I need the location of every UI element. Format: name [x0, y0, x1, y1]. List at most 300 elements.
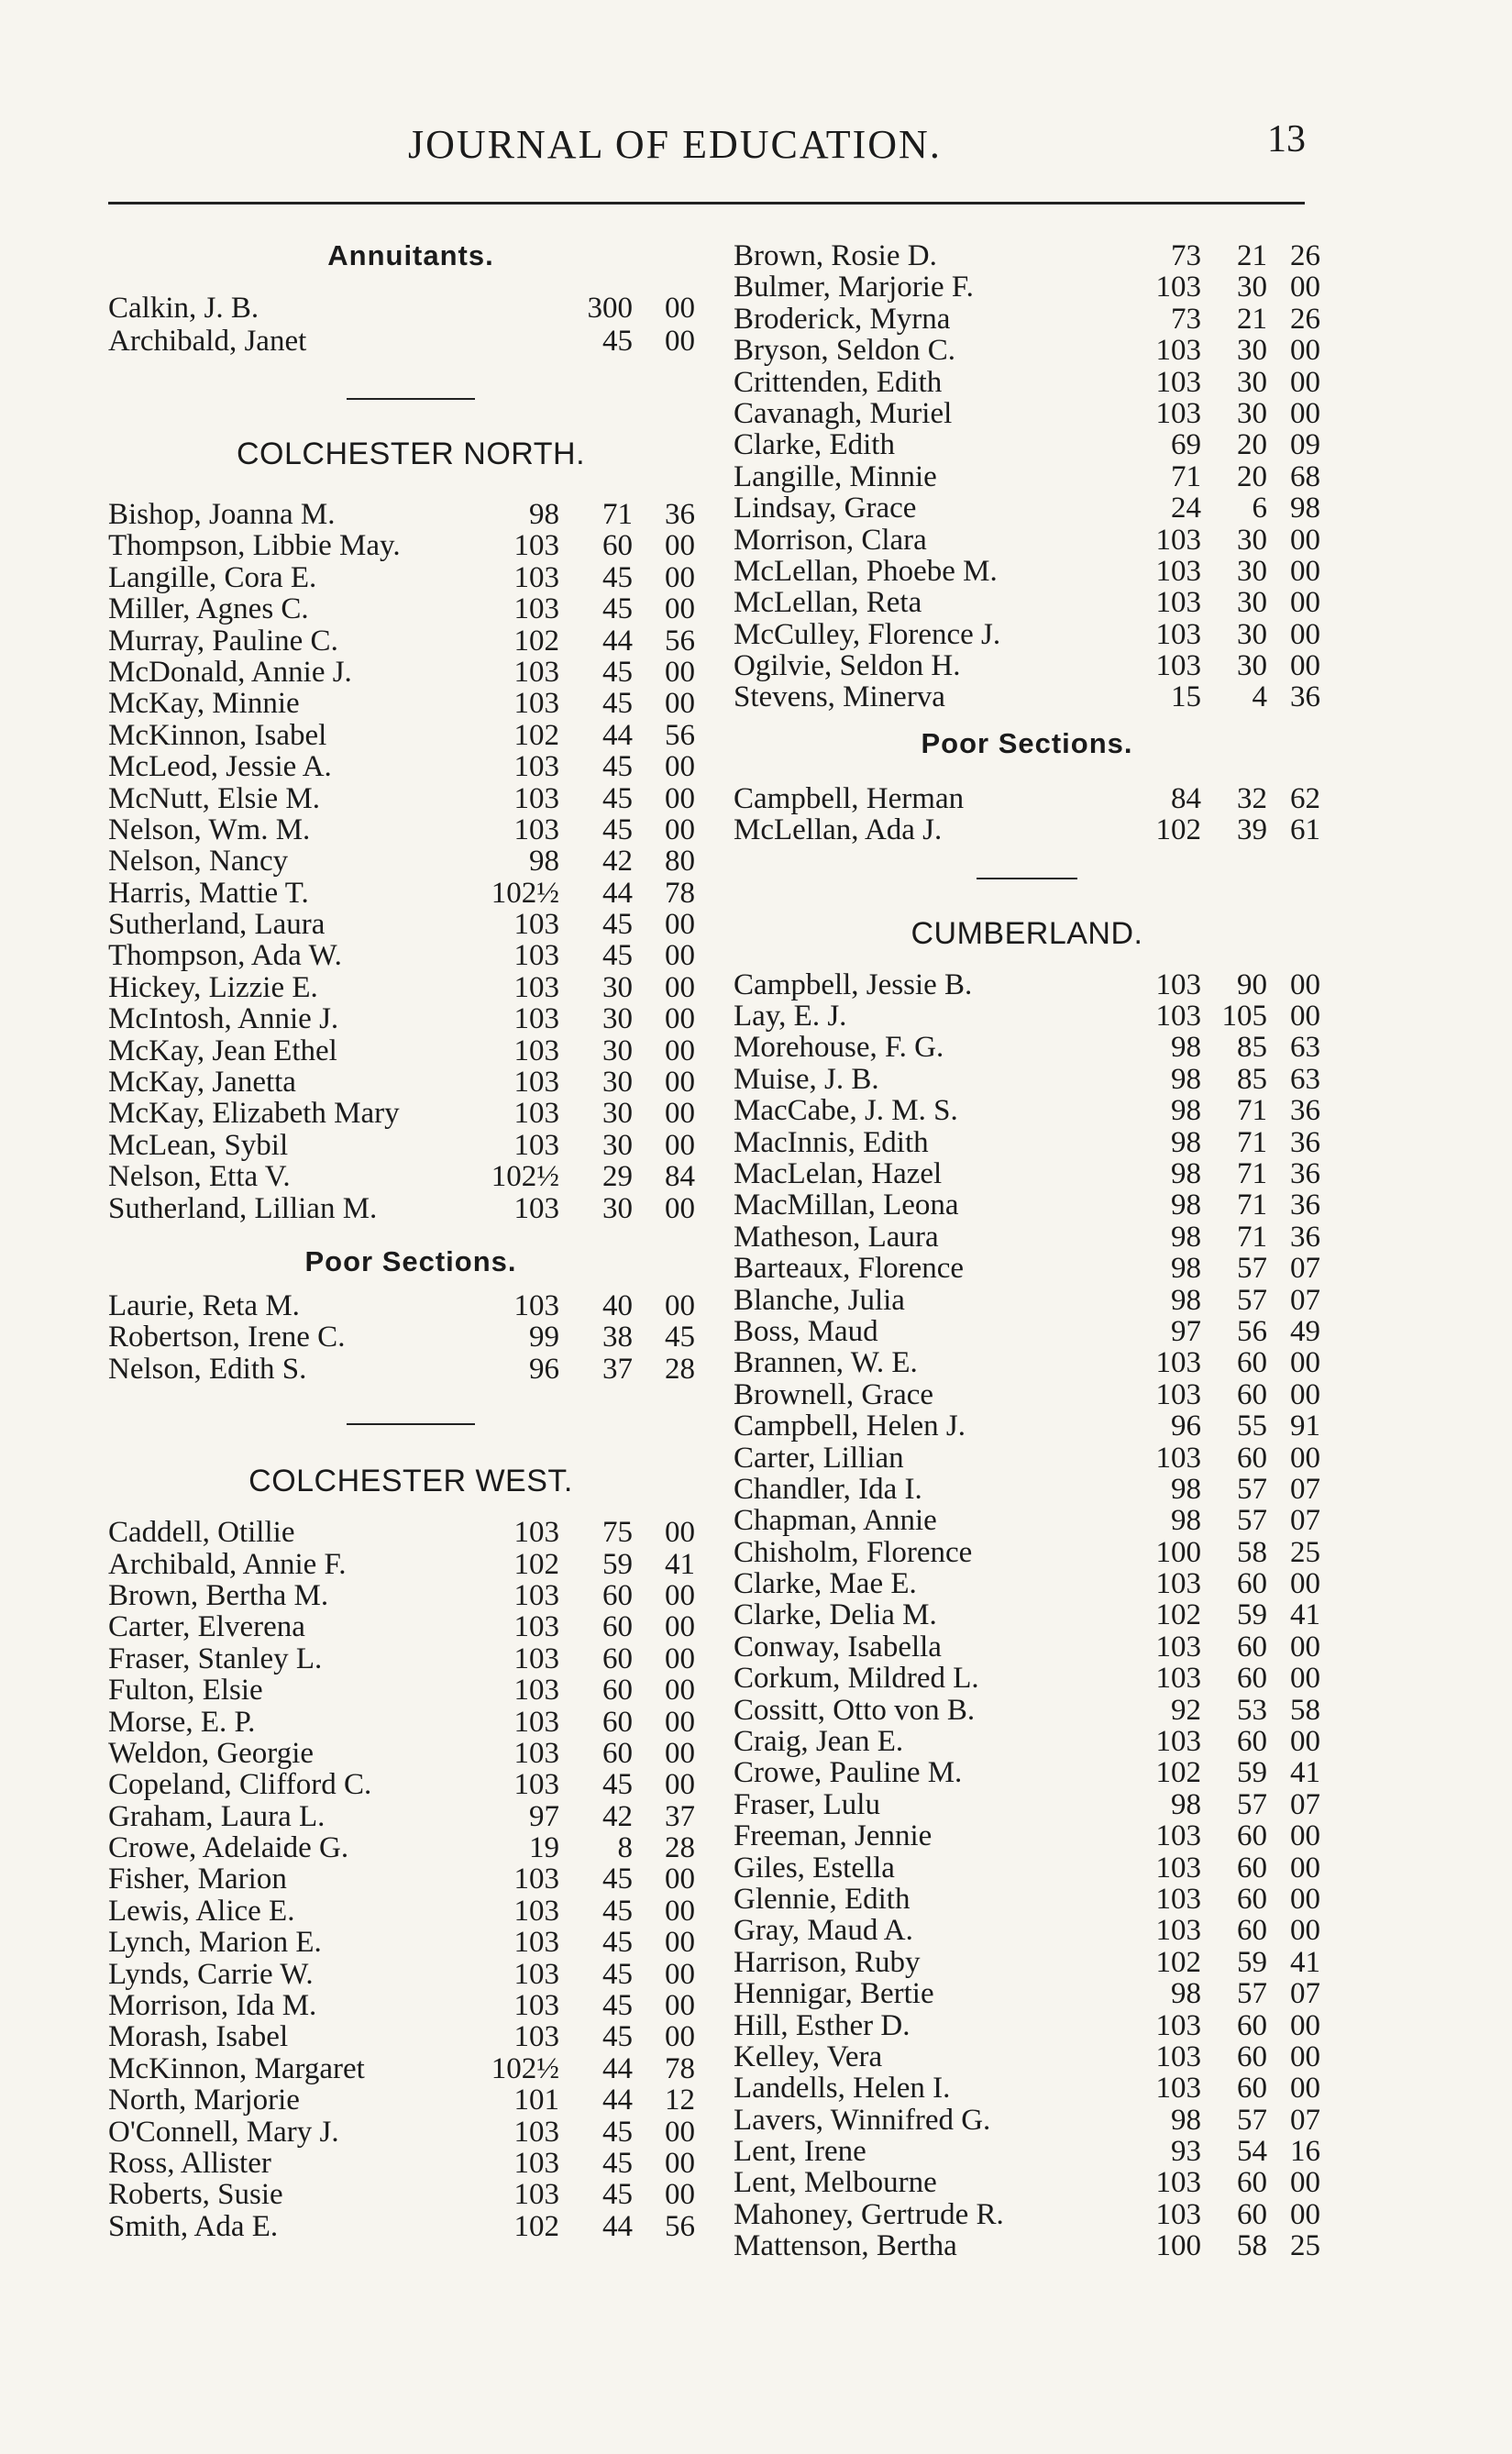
- grant-dollars: 60: [1237, 2197, 1267, 2231]
- poor-sections-heading: Poor Sections.: [921, 726, 1133, 759]
- teacher-name: Chandler, Ida I.: [734, 1472, 922, 1506]
- table-row: [734, 1631, 1320, 1663]
- days-taught: 98: [1171, 1787, 1201, 1821]
- teacher-name: Brown, Rosie D.: [734, 239, 937, 272]
- teacher-name: Lynch, Marion E.: [108, 1926, 322, 1960]
- days-taught: 103: [513, 2020, 559, 2054]
- amount-cents: 00: [665, 292, 695, 325]
- table-row: [108, 1863, 713, 1895]
- grant-dollars: 32: [1237, 781, 1267, 815]
- table-row: [108, 878, 713, 909]
- grant-cents: 07: [1290, 1787, 1320, 1821]
- left-column: [108, 240, 713, 2242]
- table-row: [734, 783, 1320, 814]
- table-row: [108, 1990, 713, 2021]
- grant-dollars: 45: [602, 2115, 633, 2149]
- table-row: [734, 2010, 1320, 2041]
- grant-dollars: 44: [602, 624, 633, 658]
- teacher-name: Carter, Elverena: [108, 1610, 305, 1644]
- grant-dollars: 30: [1237, 586, 1267, 620]
- days-taught: 103: [1155, 365, 1201, 399]
- days-taught: 103: [1155, 1630, 1201, 1664]
- grant-cents: 00: [1290, 2008, 1320, 2042]
- grant-dollars: 45: [602, 687, 633, 721]
- teacher-name: Crowe, Adelaide G.: [108, 1831, 349, 1865]
- grant-cents: 36: [1290, 1125, 1320, 1159]
- days-taught: 97: [529, 1799, 559, 1833]
- grant-dollars: 60: [602, 1610, 633, 1644]
- colchester-west-list: [108, 1517, 713, 2242]
- days-taught: 98: [1171, 1504, 1201, 1538]
- teacher-name: Conway, Isabella: [734, 1630, 942, 1664]
- table-row: [108, 688, 713, 719]
- teacher-name: Cavanagh, Muriel: [734, 396, 953, 430]
- teacher-name: Crowe, Pauline M.: [734, 1756, 963, 1790]
- grant-cents: 00: [1290, 271, 1320, 304]
- table-row: [108, 1517, 713, 1548]
- page-number: 13: [1267, 118, 1306, 160]
- grant-dollars: 45: [602, 2178, 633, 2212]
- table-row: [108, 846, 713, 877]
- teacher-name: Lewis, Alice E.: [108, 1894, 295, 1928]
- grant-cents: 00: [1290, 1662, 1320, 1696]
- days-taught: 98: [1171, 1062, 1201, 1096]
- grant-cents: 00: [1290, 967, 1320, 1001]
- days-taught: 103: [1155, 649, 1201, 683]
- grant-dollars: 60: [1237, 1567, 1267, 1601]
- days-taught: 103: [1155, 1914, 1201, 1948]
- table-row: [734, 1095, 1320, 1126]
- days-taught: 103: [513, 1705, 559, 1739]
- grant-dollars: 30: [1237, 365, 1267, 399]
- table-row: [734, 240, 1320, 271]
- grant-dollars: 20: [1237, 428, 1267, 462]
- grant-cents: 00: [665, 939, 695, 973]
- teacher-name: Fisher, Marion: [108, 1863, 287, 1896]
- teacher-name: McLellan, Ada J.: [734, 813, 943, 847]
- days-taught: 103: [1155, 586, 1201, 620]
- teacher-name: Robertson, Irene C.: [108, 1321, 346, 1354]
- teacher-name: MacLelan, Hazel: [734, 1156, 943, 1190]
- grant-cents: 62: [1290, 781, 1320, 815]
- table-row: [734, 2167, 1320, 2198]
- days-taught: 103: [513, 1034, 559, 1067]
- teacher-name: McKinnon, Margaret: [108, 2051, 365, 2085]
- days-taught: 98: [1171, 1977, 1201, 2011]
- days-taught: 102: [513, 2209, 559, 2243]
- teacher-name: Roberts, Susie: [108, 2178, 283, 2212]
- journal-title: JOURNAL OF EDUCATION.: [408, 122, 942, 167]
- days-taught: 103: [1155, 1567, 1201, 1601]
- table-row: [734, 1127, 1320, 1158]
- cumberland-list: [734, 969, 1320, 2262]
- table-row: [108, 1959, 713, 1990]
- grant-dollars: 54: [1237, 2135, 1267, 2169]
- grant-cents: 00: [665, 1097, 695, 1131]
- teacher-name: McKay, Minnie: [108, 687, 300, 721]
- teacher-name: Thompson, Libbie May.: [108, 529, 401, 563]
- grant-cents: 56: [665, 624, 695, 658]
- table-row: [108, 1832, 713, 1863]
- teacher-name: Campbell, Helen J.: [734, 1409, 966, 1443]
- days-taught: 103: [513, 2178, 559, 2212]
- days-taught: 103: [513, 1642, 559, 1675]
- days-taught: 103: [513, 812, 559, 846]
- annuitants-heading: Annuitants.: [327, 239, 494, 271]
- grant-dollars: 4: [1252, 680, 1267, 714]
- table-row: [734, 2199, 1320, 2230]
- grant-cents: 00: [665, 1926, 695, 1960]
- grant-dollars: 45: [602, 908, 633, 942]
- grant-cents: 00: [1290, 334, 1320, 368]
- grant-cents: 36: [1290, 1220, 1320, 1254]
- table-row: [734, 304, 1320, 335]
- grant-cents: 00: [665, 1610, 695, 1644]
- table-row: [734, 1978, 1320, 2009]
- grant-dollars: 30: [602, 1097, 633, 1131]
- teacher-name: Morrison, Clara: [734, 523, 927, 557]
- teacher-name: MacInnis, Edith: [734, 1125, 929, 1159]
- grant-cents: 00: [1290, 396, 1320, 430]
- grant-cents: 16: [1290, 2135, 1320, 2169]
- days-taught: 98: [1171, 1283, 1201, 1317]
- grant-dollars: 105: [1221, 1000, 1267, 1034]
- days-taught: 98: [1171, 1472, 1201, 1506]
- teacher-name: McKay, Jean Ethel: [108, 1034, 337, 1067]
- teacher-name: Harris, Mattie T.: [108, 876, 309, 910]
- days-taught: 101: [513, 2084, 559, 2117]
- days-taught: 100: [1155, 2229, 1201, 2263]
- grant-dollars: 44: [602, 2051, 633, 2085]
- table-row: [734, 271, 1320, 303]
- days-taught: 100: [1155, 1535, 1201, 1569]
- days-taught: 103: [513, 1736, 559, 1770]
- table-row: [108, 2179, 713, 2210]
- days-taught: 103: [1155, 1882, 1201, 1916]
- days-taught: 102½: [491, 2051, 559, 2085]
- table-row: [734, 1064, 1320, 1095]
- teacher-name: Murray, Pauline C.: [108, 624, 338, 658]
- days-taught: 98: [1171, 1156, 1201, 1190]
- grant-dollars: 60: [1237, 1851, 1267, 1885]
- grant-dollars: 45: [602, 2020, 633, 2054]
- grant-cents: 00: [1290, 1914, 1320, 1948]
- days-taught: 103: [1155, 396, 1201, 430]
- teacher-name: Hill, Esther D.: [734, 2008, 911, 2042]
- teacher-name: Miller, Agnes C.: [108, 592, 309, 626]
- days-taught: 103: [513, 560, 559, 594]
- table-row: [108, 562, 713, 593]
- days-taught: 103: [513, 1066, 559, 1100]
- table-row: [734, 1253, 1320, 1284]
- grant-cents: 00: [665, 1642, 695, 1675]
- grant-dollars: 85: [1237, 1062, 1267, 1096]
- grant-dollars: 57: [1237, 1252, 1267, 1286]
- grant-dollars: 44: [602, 2209, 633, 2243]
- grant-cents: 00: [1290, 1882, 1320, 1916]
- grant-cents: 58: [1290, 1693, 1320, 1727]
- days-taught: 102: [513, 718, 559, 752]
- days-taught: 84: [1171, 781, 1201, 815]
- teacher-name: Clarke, Edith: [734, 428, 895, 462]
- teacher-name: Lay, E. J.: [734, 1000, 847, 1034]
- teacher-name: Gray, Maud A.: [734, 1914, 913, 1948]
- colchester-west-continued-list: [734, 240, 1320, 713]
- grant-cents: 07: [1290, 2103, 1320, 2137]
- teacher-name: Campbell, Jessie B.: [734, 967, 973, 1001]
- grant-cents: 00: [665, 970, 695, 1004]
- teacher-name: Stevens, Minerva: [734, 680, 945, 714]
- grant-dollars: 71: [602, 498, 633, 531]
- teacher-name: Kelley, Vera: [734, 2039, 883, 2073]
- grant-cents: 00: [665, 1191, 695, 1225]
- days-taught: 103: [513, 750, 559, 784]
- grant-cents: 00: [665, 2115, 695, 2149]
- teacher-name: Barteaux, Florence: [734, 1252, 965, 1286]
- table-row: [108, 1003, 713, 1034]
- grant-dollars: 58: [1237, 1535, 1267, 1569]
- grant-cents: 61: [1290, 813, 1320, 847]
- days-taught: 103: [513, 1578, 559, 1612]
- table-row: [734, 1789, 1320, 1820]
- grant-cents: 00: [1290, 523, 1320, 557]
- days-taught: 102: [1155, 1756, 1201, 1790]
- days-taught: 103: [513, 1516, 559, 1550]
- grant-cents: 00: [665, 1578, 695, 1612]
- grant-dollars: 30: [1237, 617, 1267, 651]
- table-row: [108, 2148, 713, 2179]
- days-taught: 103: [1155, 1346, 1201, 1380]
- table-row: [734, 525, 1320, 556]
- table-row: [108, 783, 713, 814]
- grant-cents: 80: [665, 845, 695, 879]
- teacher-name: Nelson, Edith S.: [108, 1352, 307, 1386]
- table-row: [108, 720, 713, 751]
- table-row: [734, 1379, 1320, 1410]
- table-row: [108, 1098, 713, 1129]
- grant-cents: 07: [1290, 1977, 1320, 2011]
- days-taught: 103: [513, 1894, 559, 1928]
- table-row: [108, 751, 713, 782]
- table-row: [734, 650, 1320, 681]
- teacher-name: Matheson, Laura: [734, 1220, 939, 1254]
- teacher-name: Ross, Allister: [108, 2146, 271, 2180]
- grant-dollars: 30: [602, 1066, 633, 1100]
- table-row: [734, 1316, 1320, 1347]
- amount-dollars: 300: [587, 292, 633, 325]
- grant-cents: 00: [1290, 1851, 1320, 1885]
- teacher-name: Glennie, Edith: [734, 1882, 911, 1916]
- table-row: [108, 2211, 713, 2242]
- grant-dollars: 60: [602, 1674, 633, 1708]
- days-taught: 103: [1155, 2008, 1201, 2042]
- grant-cents: 36: [1290, 680, 1320, 714]
- table-row: [108, 814, 713, 846]
- table-row: [108, 2021, 713, 2052]
- table-row: [734, 1947, 1320, 1978]
- grant-cents: 78: [665, 876, 695, 910]
- grant-cents: 00: [1290, 1346, 1320, 1380]
- table-row: [108, 2053, 713, 2084]
- table-row: [734, 1347, 1320, 1378]
- grant-dollars: 20: [1237, 459, 1267, 493]
- grant-dollars: 45: [602, 750, 633, 784]
- grant-cents: 00: [665, 2178, 695, 2212]
- grant-dollars: 30: [1237, 334, 1267, 368]
- grant-cents: 00: [665, 1863, 695, 1896]
- grant-dollars: 30: [602, 1034, 633, 1067]
- teacher-name: McLellan, Reta: [734, 586, 922, 620]
- grant-dollars: 60: [602, 1642, 633, 1675]
- days-taught: 98: [1171, 1188, 1201, 1222]
- table-row: [108, 1354, 713, 1385]
- grant-dollars: 45: [602, 1989, 633, 2023]
- teacher-name: McCulley, Florence J.: [734, 617, 1001, 651]
- grant-dollars: 60: [602, 1736, 633, 1770]
- table-row: [734, 1757, 1320, 1788]
- days-taught: 24: [1171, 492, 1201, 525]
- table-row: [108, 1161, 713, 1192]
- grant-dollars: 60: [602, 529, 633, 563]
- table-row: [108, 657, 713, 688]
- teacher-name: Laurie, Reta M.: [108, 1288, 300, 1322]
- teacher-name: Nelson, Etta V.: [108, 1160, 291, 1194]
- grant-cents: 07: [1290, 1283, 1320, 1317]
- grant-dollars: 71: [1237, 1125, 1267, 1159]
- grant-dollars: 21: [1237, 302, 1267, 336]
- grant-cents: 63: [1290, 1031, 1320, 1065]
- grant-dollars: 30: [1237, 523, 1267, 557]
- days-taught: 96: [1171, 1409, 1201, 1443]
- table-row: [734, 335, 1320, 366]
- grant-cents: 41: [1290, 1598, 1320, 1632]
- annuitant-name: Archibald, Janet: [108, 325, 307, 358]
- days-taught: 103: [513, 781, 559, 815]
- grant-cents: 98: [1290, 492, 1320, 525]
- grant-cents: 00: [665, 2146, 695, 2180]
- teacher-name: Morse, E. P.: [108, 1705, 256, 1739]
- teacher-name: Caddell, Otillie: [108, 1516, 295, 1550]
- grant-dollars: 56: [1237, 1314, 1267, 1348]
- grant-dollars: 30: [602, 1128, 633, 1162]
- grant-cents: 00: [1290, 1819, 1320, 1853]
- grant-cents: 00: [1290, 2039, 1320, 2073]
- days-taught: 103: [1155, 967, 1201, 1001]
- grant-dollars: 30: [1237, 554, 1267, 588]
- grant-cents: 28: [665, 1831, 695, 1865]
- grant-dollars: 45: [602, 2146, 633, 2180]
- teacher-name: Hennigar, Bertie: [734, 1977, 934, 2011]
- days-taught: 103: [1155, 523, 1201, 557]
- grant-dollars: 57: [1237, 1504, 1267, 1538]
- colchester-north-heading: COLCHESTER NORTH.: [236, 437, 586, 471]
- grant-cents: 00: [1290, 1377, 1320, 1411]
- table-row: [734, 1189, 1320, 1221]
- amount-cents: 00: [665, 325, 695, 358]
- grant-dollars: 42: [602, 845, 633, 879]
- grant-dollars: 60: [1237, 2008, 1267, 2042]
- grant-dollars: 30: [1237, 396, 1267, 430]
- days-taught: 102: [513, 1547, 559, 1581]
- teacher-name: Boss, Maud: [734, 1314, 878, 1348]
- table-row: [108, 593, 713, 625]
- days-taught: 102: [1155, 1598, 1201, 1632]
- teacher-name: Morash, Isabel: [108, 2020, 289, 2054]
- grant-cents: 63: [1290, 1062, 1320, 1096]
- days-taught: 92: [1171, 1693, 1201, 1727]
- grant-cents: 00: [665, 1288, 695, 1322]
- days-taught: 73: [1171, 302, 1201, 336]
- teacher-name: Brown, Bertha M.: [108, 1578, 329, 1612]
- teacher-name: Chisholm, Florence: [734, 1535, 973, 1569]
- grant-dollars: 30: [602, 1002, 633, 1036]
- grant-dollars: 45: [602, 812, 633, 846]
- teacher-name: McLeod, Jessie A.: [108, 750, 332, 784]
- table-row: [734, 1032, 1320, 1063]
- grant-cents: 56: [665, 718, 695, 752]
- header-rule: [108, 202, 1305, 204]
- days-taught: 98: [1171, 1252, 1201, 1286]
- table-row: [734, 619, 1320, 650]
- days-taught: 103: [513, 2115, 559, 2149]
- grant-dollars: 71: [1237, 1220, 1267, 1254]
- table-row: [734, 2136, 1320, 2167]
- teacher-name: Langille, Minnie: [734, 459, 937, 493]
- grant-dollars: 60: [602, 1705, 633, 1739]
- table-row: [734, 1726, 1320, 1757]
- grant-cents: 00: [665, 655, 695, 689]
- grant-cents: 00: [1290, 649, 1320, 683]
- table-row: [734, 1915, 1320, 1946]
- grant-dollars: 60: [1237, 1630, 1267, 1664]
- grant-dollars: 55: [1237, 1409, 1267, 1443]
- days-taught: 103: [513, 1610, 559, 1644]
- table-row: [108, 940, 713, 971]
- grant-dollars: 21: [1237, 239, 1267, 272]
- teacher-name: Mahoney, Gertrude R.: [734, 2197, 1004, 2231]
- table-row: [108, 1927, 713, 1958]
- table-row: [734, 1285, 1320, 1316]
- grant-dollars: 30: [1237, 649, 1267, 683]
- grant-cents: 07: [1290, 1504, 1320, 1538]
- table-row: [734, 1221, 1320, 1253]
- teacher-name: Fraser, Lulu: [734, 1787, 880, 1821]
- teacher-name: Blanche, Julia: [734, 1283, 905, 1317]
- days-taught: 98: [529, 498, 559, 531]
- grant-cents: 00: [1290, 554, 1320, 588]
- days-taught: 103: [1155, 1377, 1201, 1411]
- grant-cents: 00: [1290, 2197, 1320, 2231]
- grant-dollars: 59: [1237, 1756, 1267, 1790]
- cumberland-heading: CUMBERLAND.: [911, 915, 1143, 951]
- days-taught: 103: [1155, 1441, 1201, 1475]
- grant-dollars: 30: [602, 970, 633, 1004]
- days-taught: 103: [1155, 617, 1201, 651]
- grant-cents: 00: [665, 529, 695, 563]
- teacher-name: Chapman, Annie: [734, 1504, 937, 1538]
- grant-dollars: 60: [1237, 1662, 1267, 1696]
- days-taught: 103: [1155, 1819, 1201, 1853]
- days-taught: 103: [1155, 1000, 1201, 1034]
- days-taught: 98: [529, 845, 559, 879]
- colchester-west-heading: COLCHESTER WEST.: [248, 1464, 573, 1499]
- table-row: [108, 1707, 713, 1738]
- table-row: [108, 1549, 713, 1580]
- grant-cents: 36: [665, 498, 695, 531]
- days-taught: 102: [513, 624, 559, 658]
- grant-cents: 00: [665, 1957, 695, 1991]
- days-taught: 103: [513, 1768, 559, 1802]
